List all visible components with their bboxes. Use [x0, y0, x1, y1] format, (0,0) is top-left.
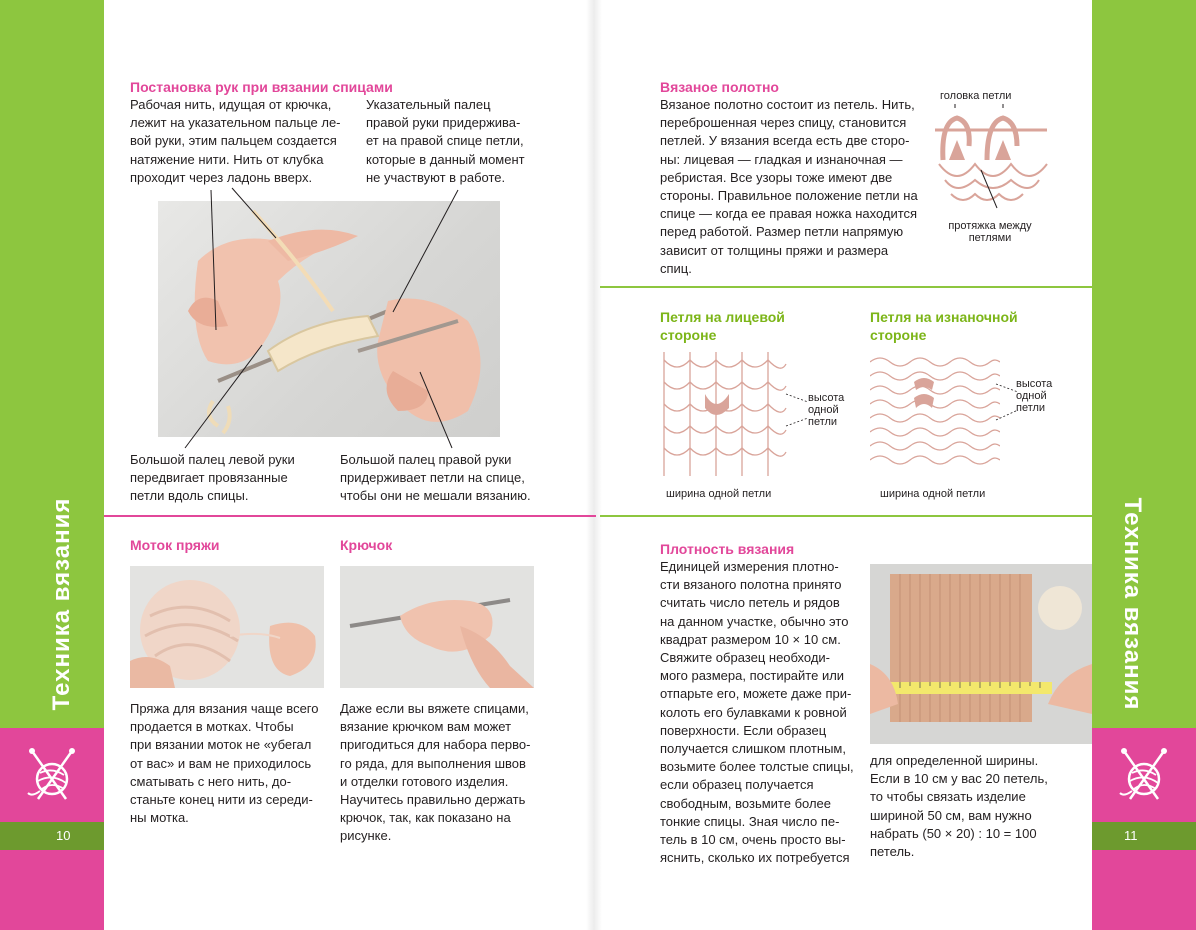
text-line: от вас» и вам не приходилось — [130, 755, 312, 771]
text-line: крючок, так, как показано на — [340, 810, 511, 826]
text-line: высота — [1016, 378, 1053, 390]
text-line: на данном участке, обычно это — [660, 613, 849, 629]
text-line: стороны. Правильное положение петли на — [660, 188, 918, 204]
text-line: пригодиться для набора перво- — [340, 737, 531, 753]
text-line: получается слишком плотным, — [660, 741, 846, 757]
text-line: протяжка между — [948, 220, 1032, 232]
text-line: стороне — [660, 327, 717, 343]
text-line: Пряжа для вязания чаще всего — [130, 701, 319, 716]
text-line: не участвуют в работе. — [366, 169, 506, 185]
text-line: возьмите более толстые спицы, — [660, 759, 854, 775]
heading-back-loop — [870, 308, 1018, 344]
text-line: ны мотка. — [130, 810, 189, 826]
text-line: для определенной ширины. — [870, 753, 1039, 768]
text-line: зависит от толщины пряжи и размера — [660, 242, 889, 258]
text-line: тонкие спицы. Зная число пе- — [660, 813, 840, 829]
text-line: спиц. — [660, 260, 692, 276]
label-back-width: ширина одной петли — [880, 488, 986, 500]
yarn-ball-icon — [22, 745, 82, 805]
heading-hand-position: Постановка рук при вязании спицами — [130, 79, 393, 95]
left-icon-band — [0, 728, 104, 822]
text-line: рисунке. — [340, 828, 392, 844]
text-line: яснить, сколько их потребуется — [660, 850, 850, 866]
text-line: высота — [808, 392, 845, 404]
right-pagenum-band — [1092, 822, 1196, 850]
text-line: лежит на указательном пальце ле- — [130, 115, 341, 131]
label-loop-between — [940, 220, 1040, 244]
text-line: петлями — [968, 232, 1012, 244]
book-gutter — [586, 0, 602, 930]
text-line: ребристая. Все узоры тоже имеют две — [660, 169, 893, 185]
text-line: при вязании моток не «убегал — [130, 737, 312, 753]
back-stitch-diagram — [870, 352, 1000, 476]
text-line: Если в 10 см у вас 20 петель, — [870, 771, 1048, 787]
label-back-height — [1016, 378, 1052, 414]
text-line: го ряда, для выполнения швов — [340, 755, 526, 771]
hook-text — [340, 700, 550, 846]
text-line: ет на правой спице петли, — [366, 133, 524, 149]
text-line: Петля на изнаночной — [870, 309, 1018, 325]
caption-left-thumb — [130, 451, 330, 506]
yarn-ball-photo — [130, 566, 324, 688]
gauge-text-col1 — [660, 558, 860, 867]
text-line: Единицей измерения плотно- — [660, 559, 839, 574]
hands-knitting-photo — [158, 201, 500, 437]
text-line: колоть его булавками к ровной — [660, 704, 847, 720]
page-number-right: 11 — [1124, 828, 1138, 843]
text-line: Большой палец левой руки — [130, 452, 295, 467]
text-line: переброшенная через спицу, становится — [660, 115, 907, 131]
heading-gauge: Плотность вязания — [660, 541, 795, 557]
text-line: одной — [1016, 390, 1047, 402]
text-line: Указательный палец — [366, 97, 491, 112]
text-line: шириной 50 см, вам нужно — [870, 807, 1032, 823]
divider-right-mid — [600, 515, 1092, 517]
gauge-swatch-photo — [870, 564, 1092, 744]
yarn-text — [130, 700, 330, 827]
left-bottom-pink-band — [0, 850, 104, 930]
text-line: то чтобы связать изделие — [870, 789, 1026, 805]
page-number-left: 10 — [56, 828, 71, 843]
text-line: продается в мотках. Чтобы — [130, 719, 294, 735]
text-line: придерживает петли на спице, — [340, 470, 525, 486]
label-front-width: ширина одной петли — [666, 488, 772, 500]
left-side-title: Техника вязания — [48, 497, 75, 711]
text-line: петлей. У вязания всегда есть две сторо- — [660, 133, 910, 149]
text-line: и отделки готового изделия. — [340, 773, 509, 789]
text-line: Большой палец правой руки — [340, 452, 512, 467]
text-line: петли — [808, 416, 838, 428]
text-line: проходит через ладонь вверх. — [130, 169, 313, 185]
text-line: петли вдоль спицы. — [130, 488, 249, 504]
text-line: одной — [808, 404, 839, 416]
text-line: которые в данный момент — [366, 151, 525, 167]
heading-crochet-hook: Крючок — [340, 537, 393, 553]
hands-text-col1 — [130, 96, 355, 187]
heading-yarn-skein: Моток пряжи — [130, 537, 220, 553]
text-line: тель в 10 см, очень просто вы- — [660, 832, 846, 848]
yarn-ball-icon — [1114, 745, 1174, 805]
text-line: вой руки, этим пальцем создается — [130, 133, 337, 149]
text-line: Свяжите образец необходи- — [660, 650, 831, 666]
text-line: набрать (50 × 20) : 10 = 100 — [870, 825, 1037, 841]
front-stitch-diagram — [658, 352, 788, 476]
text-line: мого размера, постирайте или — [660, 668, 845, 684]
text-line: поверхности. Если образец — [660, 722, 827, 738]
gauge-text-col2 — [870, 752, 1070, 861]
fabric-text — [660, 96, 930, 278]
text-line: ны: лицевая — гладкая и изнаночная — — [660, 151, 903, 167]
text-line: петель. — [870, 844, 915, 860]
right-icon-band — [1092, 728, 1196, 822]
right-bottom-pink-band — [1092, 850, 1196, 930]
text-line: станьте конец нити из середи- — [130, 792, 313, 808]
divider-right-top — [600, 286, 1092, 288]
text-line: стороне — [870, 327, 927, 343]
label-front-height — [808, 392, 844, 428]
heading-front-loop — [660, 308, 785, 344]
text-line: отпарьте его, можете даже при- — [660, 686, 852, 702]
hands-text-col2 — [366, 96, 566, 187]
divider-left — [104, 515, 596, 517]
text-line: свободным, возьмите более — [660, 795, 832, 811]
text-line: натяжение нити. Нить от клубка — [130, 151, 324, 167]
caption-right-thumb — [340, 451, 570, 506]
text-line: Вязаное полотно состоит из петель. Нить, — [660, 97, 915, 112]
text-line: сти вязаного полотна принято — [660, 577, 842, 593]
left-pagenum-band — [0, 822, 104, 850]
crochet-hook-photo — [340, 566, 534, 688]
text-line: перед работой. Размер петли напрямую — [660, 224, 904, 240]
text-line: передвигает провязанные — [130, 470, 288, 486]
text-line: спице — когда ее правая ножка находится — [660, 206, 918, 222]
text-line: Петля на лицевой — [660, 309, 785, 325]
right-side-title: Техника вязания — [1119, 497, 1146, 711]
text-line: вязание крючком вам может — [340, 719, 512, 735]
heading-knitted-fabric: Вязаное полотно — [660, 79, 779, 95]
text-line: квадрат размером 10 × 10 см. — [660, 631, 841, 647]
text-line: правой руки придержива- — [366, 115, 521, 131]
text-line: Научитесь правильно держать — [340, 792, 526, 808]
text-line: петли — [1016, 402, 1046, 414]
text-line: считать число петель и рядов — [660, 595, 840, 611]
text-line: Даже если вы вяжете спицами, — [340, 701, 529, 716]
label-loop-head: головка петли — [940, 90, 1012, 102]
text-line: Рабочая нить, идущая от крючка, — [130, 97, 332, 112]
text-line: если образец получается — [660, 777, 814, 793]
loop-on-needle-diagram — [935, 100, 1065, 220]
text-line: чтобы они не мешали вязанию. — [340, 488, 531, 504]
text-line: сматывать с него нить, до- — [130, 773, 292, 789]
